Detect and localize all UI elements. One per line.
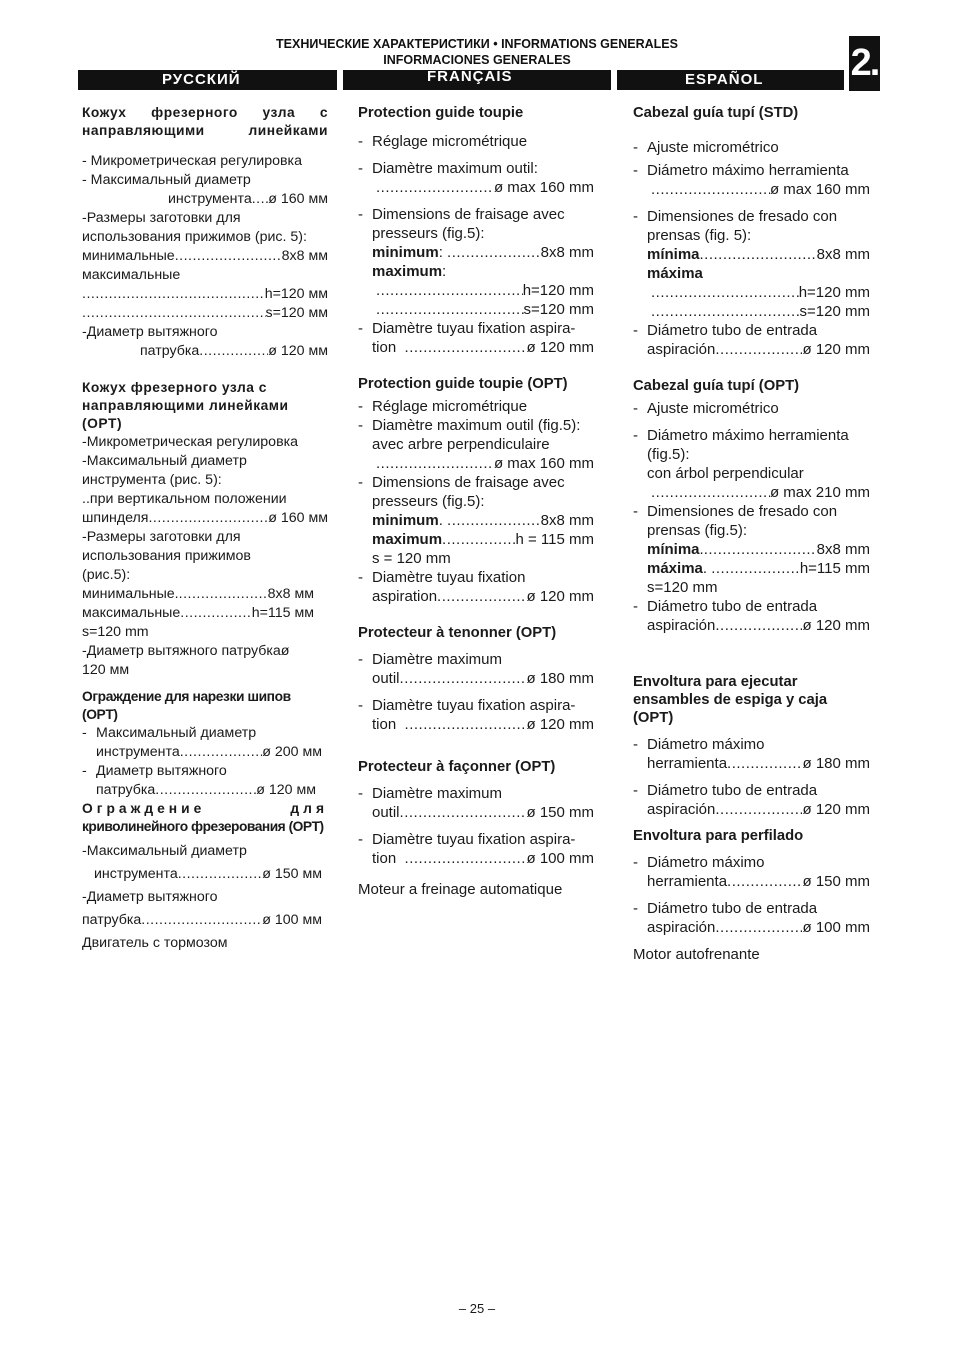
spec-row: [633, 180, 870, 199]
spec-line: Moteur a freinage automatique: [358, 881, 563, 898]
spec-line: - Ajuste micrométrico: [633, 399, 870, 418]
spec-label: outil: [372, 670, 400, 687]
spec-line: -Максимальный диаметр: [82, 453, 247, 469]
lang-bar-russian: РУССКИЙ: [78, 70, 337, 90]
spec-label: aspiración: [647, 801, 716, 818]
section-title: Ограждение для нарезки шипов (OPT): [82, 689, 291, 722]
lang-bar-french: FRANÇAIS: [343, 70, 611, 90]
spec-value: ø 180 mm: [802, 755, 870, 772]
spec-value: h=120 mm: [798, 284, 870, 301]
spec-line: (рис.5):: [82, 567, 131, 583]
spec-row: [633, 616, 870, 635]
spec-label: минимальные.: [82, 586, 179, 602]
spec-row: minimum . ..... 8x8 mm: [358, 511, 594, 530]
spec-line: -Микрометрическая регулировка: [82, 434, 299, 450]
spec-row: [82, 743, 328, 762]
spec-value: 8х8 мм: [267, 586, 314, 602]
spec-value: ø 100 мм: [262, 912, 322, 928]
spec-line: - Diámetro máximo herramienta: [633, 161, 870, 180]
spec-value: 8x8 mm: [816, 246, 870, 263]
spec-line: Двигатель с тормозом: [82, 935, 228, 951]
spec-line: - Diamètre tuyau fixation aspira-: [358, 696, 594, 715]
spec-row: maximum:: [372, 263, 447, 280]
spec-line: - Diamètre tuyau fixation aspira-: [358, 830, 594, 849]
spec-label: инструмента: [168, 191, 252, 207]
spec-row: [82, 509, 328, 528]
spec-label: outil: [372, 804, 400, 821]
spec-line: - Diámetro tubo de entrada: [633, 899, 870, 918]
spec-label: максимальные: [82, 605, 181, 621]
spec-line: s=120 mm: [647, 579, 718, 596]
spec-label: mínima: [647, 541, 700, 558]
spec-row: [358, 281, 594, 300]
spec-line: использования прижимов: [82, 548, 251, 564]
spec-label: минимальные: [82, 248, 175, 264]
lang-bar-spanish: ESPAÑOL: [617, 70, 844, 90]
spec-line: Motor autofrenante: [633, 946, 760, 963]
spec-label: maximum: [372, 531, 443, 548]
spec-line: -Диаметр вытяжного: [82, 889, 218, 905]
spec-value: h=120 mm: [522, 282, 594, 299]
spec-value: ø 120 mm: [526, 716, 594, 733]
spec-row: [358, 530, 594, 549]
spec-value: ø 120 mm: [802, 801, 870, 818]
spec-value: ø max 160 mm: [493, 455, 594, 472]
spec-value: h = 115 mm: [515, 531, 594, 548]
spec-value: ø 160 мм: [268, 510, 328, 526]
spec-row: [633, 483, 870, 502]
spec-row: [82, 247, 328, 266]
spec-row: [82, 911, 328, 930]
spec-label: aspiración: [647, 919, 716, 936]
spec-value: h=115 мм: [251, 605, 314, 621]
spec-row: [358, 300, 594, 319]
spec-line: - Réglage micrométrique: [358, 397, 594, 416]
spec-label: minimum: [372, 512, 439, 529]
spec-line: - Ajuste micrométrico: [633, 138, 870, 157]
spec-label: tion: [372, 850, 397, 867]
section-title: криволинейного фрезерования (OPT): [82, 819, 324, 834]
spec-line: s=120 mm: [82, 624, 149, 640]
spec-value: ø 120 mm: [526, 339, 594, 356]
spec-row: [82, 342, 328, 361]
spec-value: 8x8 mm: [540, 244, 594, 261]
spec-row: [633, 302, 870, 321]
spec-row: [82, 604, 328, 623]
spec-line: ..при вертикальном положении: [82, 491, 287, 507]
spec-value: h=115 mm: [799, 560, 870, 577]
spec-row: [82, 190, 328, 209]
spec-line: - Diámetro máximo: [633, 735, 870, 754]
spec-row: minimum : ..... 8x8 mm: [358, 243, 594, 262]
spec-line: - Dimensions de fraisage avec presseurs (fig.5):: [358, 205, 594, 243]
spec-row: [358, 715, 594, 734]
spec-label: инструмента: [94, 866, 178, 882]
spec-row: [358, 669, 594, 688]
spec-value: ø 120 mm: [526, 588, 594, 605]
section-title: Protection guide toupie: [358, 105, 524, 121]
spec-row: máxima . ..... h=115 mm: [633, 559, 870, 578]
spec-value: s=120 mm: [523, 301, 594, 318]
spec-value: ø 120 мм: [268, 343, 328, 359]
spec-row: [358, 338, 594, 357]
spec-line: - Diámetro máximo herramienta (fig.5):: [633, 426, 870, 464]
spec-line: s = 120 mm: [372, 550, 451, 567]
spec-line: - Réglage micrométrique: [358, 132, 594, 151]
spec-row: [633, 245, 870, 264]
chapter-number: 2.: [849, 36, 880, 91]
spec-label: máxima: [647, 265, 703, 282]
spec-value: 8х8 мм: [281, 248, 328, 264]
spec-row: [358, 454, 594, 473]
section-title: Cabezal guía tupí (STD): [633, 105, 799, 121]
spec-line: - Diámetro tubo de entrada: [633, 321, 870, 340]
spec-row: [82, 304, 328, 323]
spec-line: - Diamètre maximum outil:: [358, 159, 594, 178]
spec-label: шпинделя: [82, 510, 149, 526]
spec-row: [358, 849, 594, 868]
spec-row: [82, 781, 328, 800]
spec-line: - Diámetro máximo: [633, 853, 870, 872]
spec-line: - Diamètre maximum outil (fig.5):: [358, 416, 594, 435]
spec-line: - Diamètre maximum: [358, 650, 594, 669]
spec-value: 8x8 mm: [540, 512, 594, 529]
spec-row: [82, 865, 328, 884]
spec-row: [633, 340, 870, 359]
spec-label: herramienta: [647, 755, 728, 772]
spec-value: h=120 мм: [264, 286, 328, 302]
page-number: – 25 –: [458, 1301, 496, 1316]
spec-row: [633, 283, 870, 302]
section-title: Ограждение для: [82, 801, 328, 816]
spec-value: ø 160 мм: [268, 191, 328, 207]
spec-value: 8x8 mm: [816, 541, 870, 558]
spec-line: -Диаметр вытяжного патрубкаø: [82, 643, 290, 659]
spec-label: aspiración: [647, 617, 716, 634]
spec-label: mínima: [647, 246, 700, 263]
spec-row: [358, 803, 594, 822]
spec-line: -Размеры заготовки для: [82, 210, 241, 226]
spec-row: [633, 754, 870, 773]
spec-value: s=120 мм: [265, 305, 328, 321]
spec-line: - Diámetro tubo de entrada: [633, 597, 870, 616]
spec-line: -Размеры заготовки для: [82, 529, 241, 545]
column-russian: [82, 104, 328, 953]
spec-value: ø 150 мм: [262, 866, 322, 882]
spec-label: tion: [372, 339, 397, 356]
spec-row: [633, 918, 870, 937]
spec-label: патрубка: [82, 912, 142, 928]
spec-line: - Dimensions de fraisage avec presseurs (fig.5):: [358, 473, 594, 511]
section-title: Envoltura para perfilado: [633, 828, 804, 844]
spec-line: - Diámetro tubo de entrada: [633, 781, 870, 800]
header-line-1: ТЕХНИЧЕСКИЕ ХАРАКТЕРИСТИКИ • INFORMATIONS GENERALES: [276, 37, 678, 51]
section-title: Protecteur à tenonner (OPT): [358, 625, 557, 641]
spec-label: инструмента: [96, 744, 180, 760]
column-spanish: [633, 104, 870, 964]
spec-line: 120 мм: [82, 662, 130, 678]
spec-label: патрубка: [96, 782, 156, 798]
spec-row: [82, 285, 328, 304]
spec-label: aspiración: [647, 341, 716, 358]
spec-line: - Diamètre tuyau fixation aspira-: [358, 319, 594, 338]
spec-line: - Diamètre maximum: [358, 784, 594, 803]
spec-line: - Dimensiones de fresado con prensas (fig.5):: [633, 502, 870, 540]
spec-row: [82, 585, 328, 604]
spec-line: - Diamètre tuyau fixation: [358, 568, 594, 587]
section-title: Кожух фрезерного узла с направляющими линейками: [82, 105, 328, 138]
spec-value: ø 120 mm: [802, 617, 870, 634]
spec-label: maximum: [372, 263, 443, 280]
spec-label: minimum: [372, 244, 439, 261]
spec-row: [633, 872, 870, 891]
spec-line: -Максимальный диаметр: [82, 843, 247, 859]
spec-row: mínima . ..... 8x8 mm: [633, 540, 870, 559]
spec-value: ø 150 mm: [526, 804, 594, 821]
section-title: Кожух фрезерного узла с направляющими линейками (OPT): [82, 380, 289, 431]
section-title: Protecteur à façonner (OPT): [358, 759, 556, 775]
header-line-2: INFORMACIONES GENERALES: [383, 53, 571, 67]
spec-label: herramienta: [647, 873, 728, 890]
spec-value: s=120 mm: [799, 303, 870, 320]
spec-line: con árbol perpendicular: [647, 465, 804, 482]
spec-value: ø 120 мм: [256, 782, 316, 798]
section-title: Envoltura para ejecutar ensambles de espiga y caja (OPT): [633, 674, 828, 726]
spec-line: - Максимальный диаметр: [82, 172, 251, 188]
spec-line: - Максимальный диаметр: [82, 724, 328, 743]
spec-line: avec arbre perpendiculaire: [372, 436, 550, 453]
spec-label: aspiration: [372, 588, 438, 605]
spec-line: инструмента (рис. 5):: [82, 472, 222, 488]
spec-row: [633, 800, 870, 819]
spec-value: ø max 160 mm: [769, 181, 870, 198]
spec-value: ø 200 мм: [262, 744, 322, 760]
spec-label: tion: [372, 716, 397, 733]
spec-line: -Диаметр вытяжного: [82, 324, 218, 340]
spec-label: патрубка: [140, 343, 200, 359]
spec-value: ø 120 mm: [802, 341, 870, 358]
spec-row: [358, 587, 594, 606]
spec-line: максимальные: [82, 267, 181, 283]
spec-value: ø 150 mm: [802, 873, 870, 890]
spec-line: - Диаметр вытяжного: [82, 762, 328, 781]
spec-value: ø max 210 mm: [769, 484, 870, 501]
spec-value: ø max 160 mm: [493, 179, 594, 196]
spec-value: ø 100 mm: [802, 919, 870, 936]
spec-line: - Микрометрическая регулировка: [82, 153, 302, 169]
spec-line: - Dimensiones de fresado con prensas (fig. 5):: [633, 207, 870, 245]
section-title: Cabezal guía tupí (OPT): [633, 378, 800, 394]
section-title: Protection guide toupie (OPT): [358, 376, 568, 392]
column-french: [358, 104, 594, 899]
spec-value: ø 180 mm: [526, 670, 594, 687]
spec-value: ø 100 mm: [526, 850, 594, 867]
spec-line: использования прижимов (рис. 5):: [82, 229, 307, 245]
spec-row: [358, 178, 594, 197]
spec-label: máxima: [647, 560, 703, 577]
